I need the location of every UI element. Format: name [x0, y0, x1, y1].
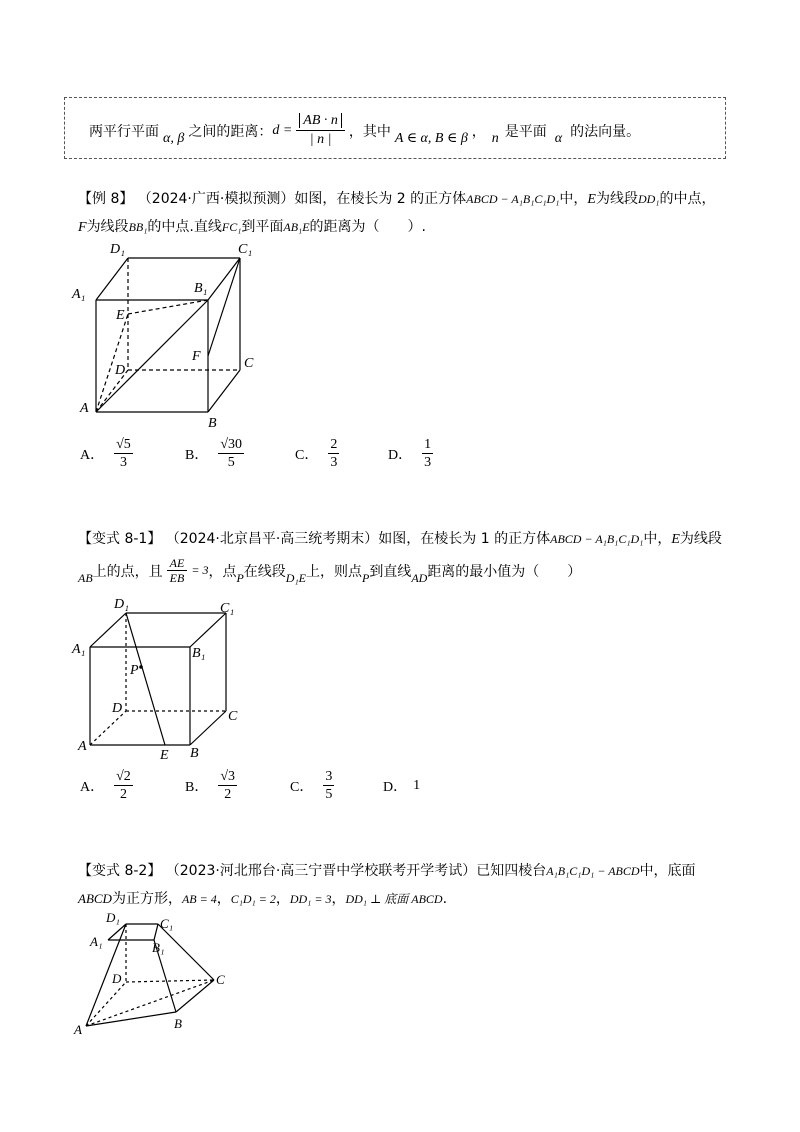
fig82-label-A1: A₁ [90, 934, 103, 949]
fig82-label-D: D [112, 971, 122, 986]
variant82-c1: AB = 4 [181, 892, 217, 906]
formula-alpha: α [554, 130, 563, 146]
fig8-label-F: F [192, 349, 201, 364]
example8-line2-a: 为线段 [86, 219, 129, 235]
fig82-label-C1: C₁ [160, 916, 174, 931]
example8-choice-c[interactable]: C． 2 3 [295, 437, 338, 470]
variant82-line2-a: 为正方形， [111, 891, 182, 907]
variant81-line2 [78, 556, 581, 585]
variant81-ratio: $\frac{AE}{EB}$ [167, 556, 188, 585]
example8-choice-b[interactable]: B． √30 5 [185, 437, 243, 470]
example8-line2 [78, 216, 426, 236]
variant81-line2-e: 到直线 [369, 563, 412, 580]
variant81-mid: 中， [643, 531, 672, 547]
example8-FC1: FC₁ [221, 220, 242, 234]
fig8-label-A1: A₁ [72, 287, 86, 302]
fig81-label-D1: D₁ [114, 597, 129, 612]
variant82-frustum-name: A₁B₁C₁D₁ − ABCD [546, 864, 640, 878]
variant81-ratio-val: = 3 [191, 563, 209, 577]
variant82-line1 [78, 860, 696, 880]
variant81-AD: AD [411, 571, 428, 585]
variant81-choice-d[interactable]: D． 1 [383, 777, 421, 795]
fig81-label-C1: C₁ [220, 601, 235, 616]
formula-d-eq: d = [272, 122, 293, 138]
formula-prefix: 两平行平面 [89, 123, 159, 140]
fig81-label-A1: A₁ [72, 642, 86, 657]
variant81-choice-b[interactable]: B． √3 2 [185, 769, 236, 802]
fig8-label-E: E [116, 308, 125, 323]
example8-line1 [78, 188, 715, 208]
example8-AB1E: AB₁E [283, 220, 310, 234]
formula-line [89, 112, 640, 149]
variant81-line1-end: 为线段 [679, 531, 722, 547]
variant81-AB: AB [78, 571, 93, 585]
fig8-label-B1: B₁ [194, 281, 208, 296]
fig81-label-C: C [228, 709, 238, 724]
variant82-line1-end: 中，底面 [639, 863, 696, 879]
variant81-D1E: D₁E [285, 571, 306, 585]
example8-DD1: DD₁ [637, 192, 660, 206]
formula-comma2: ， [471, 123, 486, 140]
fig82-label-B1: B₁ [152, 940, 165, 955]
variant82-line2: ABCD为正方形，AB = 4，C₁D₁ = 2，DD₁ = 3，DD₁ ⊥ 底面 ABCD. [78, 891, 448, 907]
fig82-label-B: B [174, 1016, 182, 1031]
variant82-c2: C₁D₁ = 2 [230, 892, 276, 906]
variant82-frustum-figure [70, 910, 240, 1040]
variant81-line1 [78, 528, 722, 548]
variant82-c4: DD₁ ⊥ 底面 ABCD [345, 892, 443, 906]
formula-n-var: n [491, 130, 499, 146]
variant81-E: E [671, 532, 680, 547]
example8-line2-d: 的距离为（ ）. [309, 219, 426, 235]
formula-mid: 之间的距离： [188, 123, 273, 140]
example8-line1-tail: 的中点， [659, 191, 716, 207]
fig82-label-A: A [74, 1022, 82, 1037]
formula-is-normal: 是平面 [504, 123, 547, 140]
formula-denominator: | n | [309, 132, 332, 147]
variant81-P: P [236, 571, 244, 585]
variant81-heading: 【变式 8-1】 （2024·北京昌平·高三统考期末）如图，在棱长为 1 的正方体 [78, 531, 551, 547]
example8-mid: 中， [559, 191, 588, 207]
formula-numerator: AB · n [299, 113, 342, 128]
formula-fraction [296, 112, 345, 149]
variant81-cube-name: ABCD − A₁B₁C₁D₁ [550, 532, 644, 546]
fig8-label-C1: C₁ [238, 242, 253, 257]
formula-membership: A ∈ α, B ∈ β [394, 131, 468, 146]
variant81-line2-a: 上的点，且 [92, 563, 163, 580]
example8-cube-name: ABCD − A₁B₁C₁D₁ [466, 192, 560, 206]
variant81-choice-c[interactable]: C． 3 5 [290, 769, 333, 802]
example8-choices [80, 436, 468, 471]
fig81-label-B: B [190, 746, 199, 761]
fig8-label-D1: D₁ [110, 242, 125, 257]
variant81-choice-a[interactable]: A． √2 2 [80, 769, 131, 802]
fig82-label-C: C [216, 972, 225, 987]
example8-line1-end: 为线段 [595, 191, 638, 207]
example8-choice-a[interactable]: A． √5 3 [80, 437, 131, 470]
example8-heading: 【例 8】 （2024·广西·模拟预测）如图，在棱长为 2 的正方体 [78, 191, 467, 207]
variant82-base: ABCD [78, 891, 112, 906]
fig81-label-E: E [160, 748, 169, 763]
fig8-label-D: D [115, 363, 126, 378]
fig8-label-A: A [80, 401, 89, 416]
example8-line2-c: 到平面 [241, 219, 284, 235]
fig81-label-P: P [130, 663, 139, 678]
example8-line2-b: 的中点.直线 [147, 219, 222, 235]
formula-planes: α, β [163, 130, 185, 146]
fig81-point-P [139, 665, 143, 669]
variant81-line2-f: 距离的最小值为（ ） [427, 563, 582, 580]
variant81-P2: P [361, 571, 370, 585]
fig81-label-D: D [112, 701, 123, 716]
variant82-heading: 【变式 8-2】 （2023·河北邢台·高三宁晋中学校联考开学考试）已知四棱台 [78, 863, 547, 879]
example8-cube-figure [70, 240, 270, 430]
variant82-c3: DD₁ = 3 [289, 892, 332, 906]
variant81-choices [80, 768, 443, 803]
fig8-label-B: B [208, 416, 217, 430]
example8-E: E [587, 192, 596, 207]
variant81-line2-d: 上，则点 [305, 563, 362, 580]
example8-F: F [78, 220, 87, 235]
formula-box [64, 97, 726, 159]
formula-comma1: ，其中 [348, 123, 391, 140]
variant81-line2-b: ，点 [208, 563, 237, 580]
fig8-label-C: C [244, 356, 254, 371]
fig81-label-A: A [78, 739, 87, 754]
fig81-label-B1: B₁ [192, 646, 206, 661]
variant81-line2-c: 在线段 [243, 563, 286, 580]
example8-BB1: BB₁ [128, 220, 148, 234]
variant81-cube-figure [70, 595, 250, 765]
fig82-label-D1: D₁ [106, 910, 120, 925]
example8-choice-d[interactable]: D． 1 3 [388, 437, 432, 470]
formula-suffix: 的法向量。 [570, 123, 641, 140]
